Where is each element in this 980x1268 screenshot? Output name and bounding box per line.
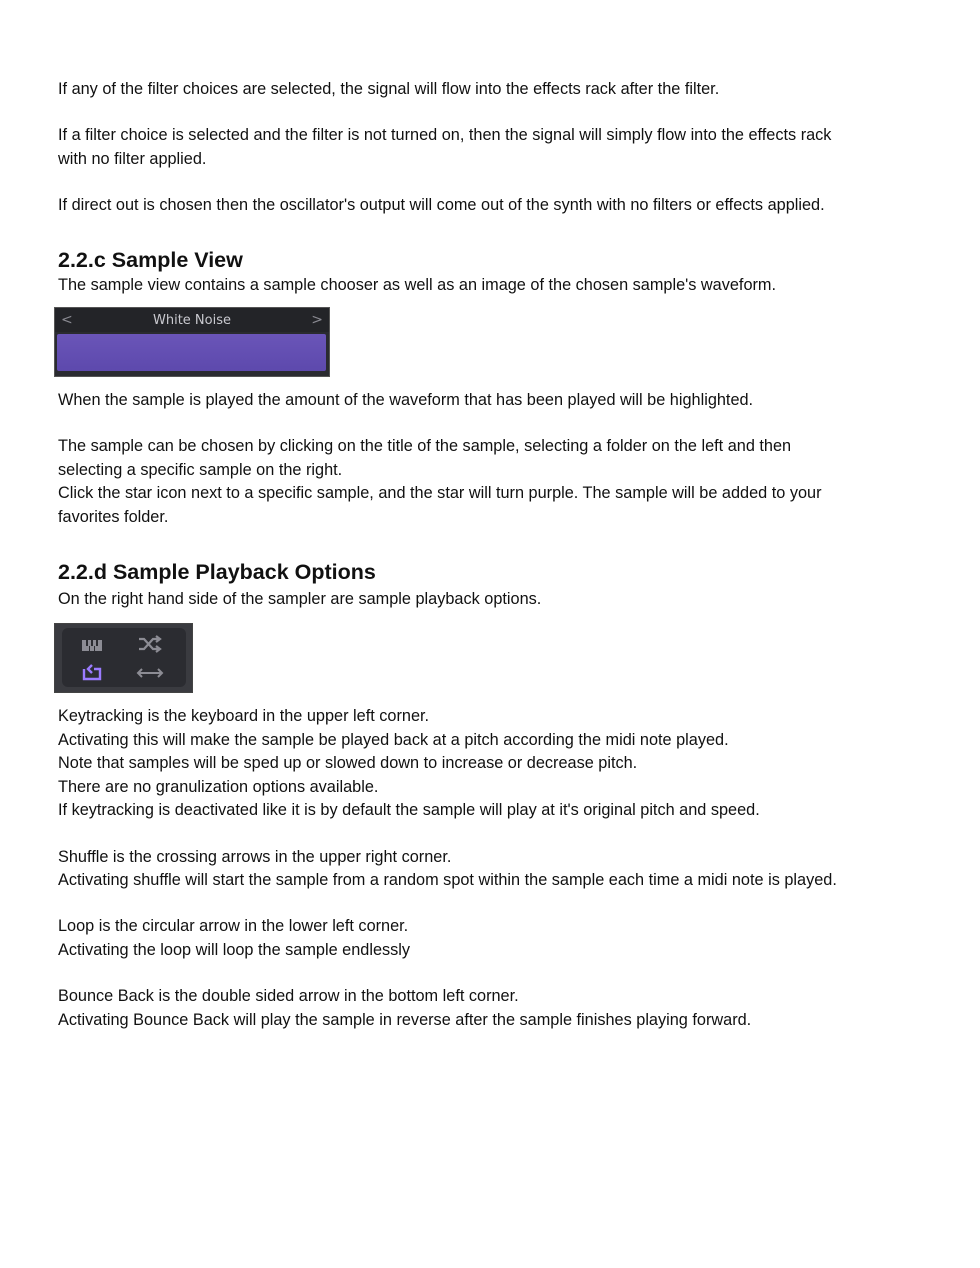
paragraph: If keytracking is deactivated like it is by default the sample will play at it's original pitch and speed. [58,801,760,820]
paragraph: Activating this will make the sample be played back at a pitch according the midi note played. [58,730,729,749]
bounce-icon[interactable] [134,662,166,684]
paragraph: selecting a specific sample on the right. [58,460,343,479]
paragraph: favorites folder. [58,507,169,526]
section-heading-playback: 2.2.d Sample Playback Options [58,560,376,585]
waveform-display[interactable] [57,334,326,371]
paragraph: When the sample is played the amount of the waveform that has been played will be highlighted. [58,391,754,410]
sample-chooser [55,308,329,332]
paragraph: Bounce Back is the double sided arrow in the bottom left corner. [58,987,519,1006]
playback-options-widget [54,623,193,693]
document-page [58,78,938,1032]
paragraph: Shuffle is the crossing arrows in the upper right corner. [58,847,452,866]
keyboard-icon[interactable] [76,634,108,656]
loop-icon[interactable] [76,661,108,683]
paragraph: There are no granulization options available. [58,777,379,796]
sample-view-widget [54,307,330,377]
paragraph: Activating Bounce Back will play the sample in reverse after the sample finishes playing forward. [58,1010,752,1029]
paragraph: Activating the loop will loop the sample endlessly [58,940,411,959]
paragraph: Activating shuffle will start the sample from a random spot within the sample each time a midi note is played. [58,870,837,889]
paragraph: If any of the filter choices are selected, the signal will flow into the effects rack after the filter. [58,80,720,98]
paragraph: with no filter applied. [58,149,207,168]
paragraph: If direct out is chosen then the oscillator's output will come out of the synth with no filters or effects applied. [58,196,825,215]
shuffle-icon[interactable] [134,633,166,655]
paragraph: Note that samples will be sped up or slowed down to increase or decrease pitch. [58,754,638,773]
paragraph: Keytracking is the keyboard in the upper left corner. [58,707,430,726]
paragraph: On the right hand side of the sampler are sample playback options. [58,590,542,609]
paragraph: Click the star icon next to a specific sample, and the star will turn purple. The sample will be added to your [58,484,822,503]
prev-sample-button[interactable]: < [61,312,73,329]
paragraph: The sample view contains a sample chooser as well as an image of the chosen sample's waveform. [58,275,777,294]
section-heading-sample-view: 2.2.c Sample View [58,247,243,272]
paragraph: If a filter choice is selected and the filter is not turned on, then the signal will simply flow into the effects rack [58,126,832,145]
paragraph: The sample can be chosen by clicking on the title of the sample, selecting a folder on the left and then [58,437,792,456]
sample-title[interactable]: White Noise [153,312,231,328]
paragraph: Loop is the circular arrow in the lower left corner. [58,917,409,936]
next-sample-button[interactable]: > [311,312,323,329]
